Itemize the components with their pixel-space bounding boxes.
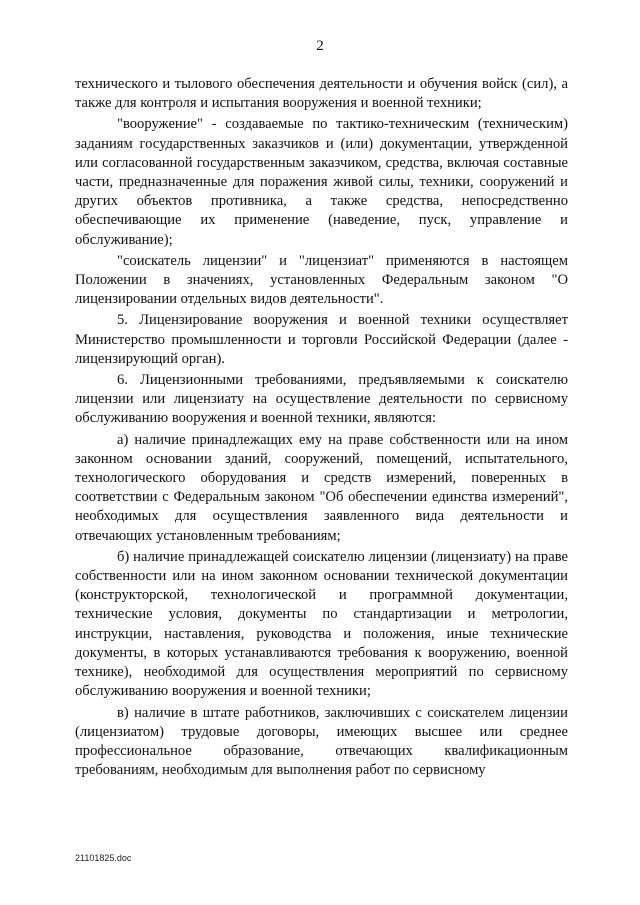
paragraph-definition-applicant: "соискатель лицензии" и "лицензиат" применяются в настоящем Положении в значениях, установленных Федеральным законом "О лицензировании отдельных видов деятельности". xyxy=(75,252,568,308)
document-body xyxy=(75,75,568,780)
paragraph-subitem-b: б) наличие принадлежащей соискателю лицензии (лицензиату) на праве собственности или на ином законном основании технической документации (конструкторской, технологической и программной документации, технические условия, документы по стандартизации и метрологии, инструкции, наставления, руководства и положения, иные технические документы, в которых устанавливаются требования к вооружению, военной технике), необходимой для осуществления мероприятий по сервисному обслуживанию вооружения и военной техники; xyxy=(75,548,568,700)
paragraph-continuation: технического и тылового обеспечения деятельности и обучения войск (сил), а также для контроля и испытания вооружения и военной техники; xyxy=(75,76,568,112)
paragraph-item-6: 6. Лицензионными требованиями, предъявляемыми к соискателю лицензии или лицензиату на осуществление деятельности по сервисному обслуживанию вооружения и военной техники, являются: xyxy=(75,372,568,427)
page-number: 2 xyxy=(316,38,324,54)
paragraph-subitem-v: в) наличие в штате работников, заключивших с соискателем лицензии (лицензиатом) трудовые договоры, имеющих высшее или среднее профессиональное образование, отвечающих квалификационным требованиям, необходимым для выполнения работ по сервисному xyxy=(75,704,568,779)
paragraph-subitem-a: а) наличие принадлежащих ему на праве собственности или на ином законном основании зданий, сооружений, помещений, испытательного, технологического оборудования и средств измерений, поверенных в соответствии с Федеральным законом "Об обеспечении единства измерений", необходимых для осуществления заявленного вида деятельности и отвечающих установленным требованиям; xyxy=(75,431,568,544)
paragraph-definition-weapons: "вооружение" - создаваемые по тактико-техническим (техническим) заданиям государственных заказчиков и (или) документации, утвержденной или согласованной государственным заказчиком, средства, включая составные части, предназначенные для поражения живой силы, техники, сооружений и других объектов противника, а также средства, непосредственно обеспечивающие их применение (наведение, пуск, управление и обслуживание); xyxy=(75,116,568,248)
footer-filename: 21101825.doc xyxy=(75,853,132,863)
paragraph-item-5: 5. Лицензирование вооружения и военной техники осуществляет Министерство промышленности и торговли Российской Федерации (далее - лицензирующий орган). xyxy=(75,312,568,367)
